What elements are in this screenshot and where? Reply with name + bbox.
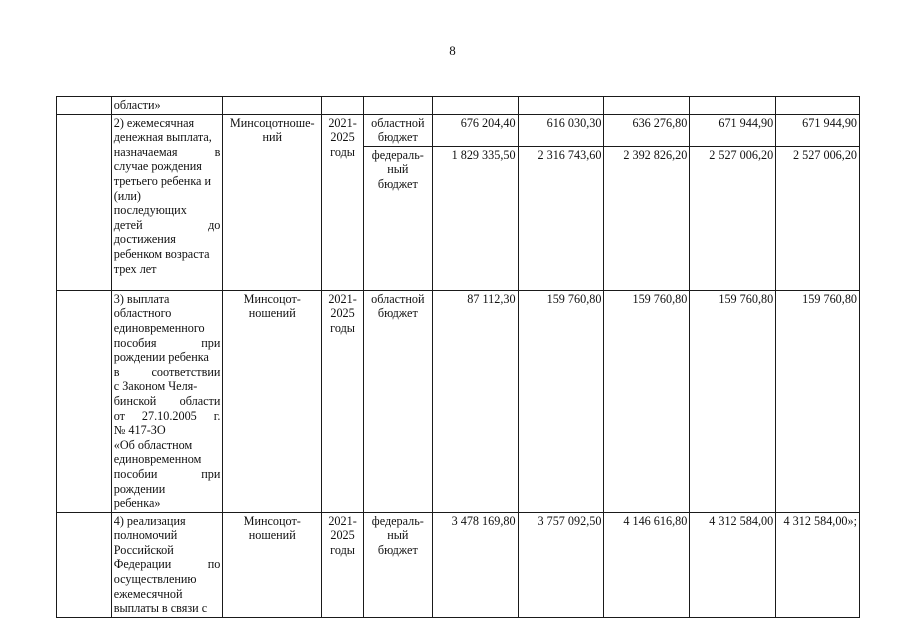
description-line: достижения [113,232,176,247]
description-line: «Об областном [113,437,193,452]
executor-line: ний [262,130,283,145]
funding-source-line: областной [371,115,425,130]
funding-source-line: ный [387,162,409,177]
blank-cell [57,512,112,617]
amount-cell: 2 392 826,20 [604,146,690,290]
amount-cell [604,97,690,115]
years-cell [322,512,364,617]
amount-cell: 4 146 616,80 [604,512,690,617]
years-line: 2021- [328,291,357,306]
years-cell [322,290,364,512]
executor-cell [223,114,322,290]
page-number: 8 [449,43,456,58]
description-line: рождении [113,481,166,496]
years-line: 2021- [328,513,357,528]
amount-cell: 671 944,90 [690,114,776,146]
description-cell [111,512,223,617]
amount-cell: 4 312 584,00»; [776,512,860,617]
executor-line: Минсоцот- [243,291,301,306]
executor-line: Минсоцотноше- [229,115,315,130]
description-line: Федерации по [113,557,221,572]
description-line: областного [113,306,172,321]
years-line: 2025 [330,306,355,321]
description-line: рождении ребенка [113,350,209,365]
description-line: последующих [113,203,187,218]
executor-line: Минсоцот- [243,513,301,528]
blank-cell [57,290,112,512]
description-line: в соответствии [113,364,221,379]
description-line: выплаты в связи с [113,601,208,616]
description-line: денежная выплата, [113,130,212,145]
description-line: от 27.10.2005 г. [113,408,221,423]
amount-cell: 1 829 335,50 [432,146,518,290]
amount-cell: 636 276,80 [604,114,690,146]
description-line: области» [113,98,161,112]
executor-line: ношений [248,306,296,321]
executor-cell [223,290,322,512]
table-row [57,512,860,617]
funding-source-cell [363,290,432,512]
description-cell [111,290,223,512]
amount-cell: 87 112,30 [432,290,518,512]
description-line: с Законом Челя- [113,379,198,394]
funding-source-cell [363,146,432,290]
description-line: ребенком возраста [113,246,210,261]
years-cell [322,97,364,115]
years-line: годы [330,320,355,335]
description-line: детей до [113,217,221,232]
amount-cell: 676 204,40 [432,114,518,146]
funding-source-cell [363,97,432,115]
amount-cell: 616 030,30 [518,114,604,146]
description-cell [111,97,223,115]
amount-cell: 2 316 743,60 [518,146,604,290]
amount-cell [518,97,604,115]
budget-table [56,96,860,618]
funding-source-line: областной [371,291,425,306]
amount-cell: 3 757 092,50 [518,512,604,617]
funding-source-line: ный [387,528,409,543]
executor-line: ношений [248,528,296,543]
description-line: Российской [113,542,174,557]
funding-source-line: федераль- [371,147,424,162]
description-line: (или) [113,188,141,203]
funding-source-cell [363,512,432,617]
amount-cell: 2 527 006,20 [776,146,860,290]
description-line: ежемесячной [113,586,183,601]
funding-source-cell [363,114,432,146]
years-line: 2025 [330,130,355,145]
funding-source-line: бюджет [377,130,418,145]
funding-source-line: федераль- [371,513,424,528]
amount-cell [690,97,776,115]
amount-cell: 3 478 169,80 [432,512,518,617]
amount-cell: 159 760,80 [604,290,690,512]
description-line: 4) реализация [113,513,186,528]
executor-cell [223,512,322,617]
description-line: случае рождения [113,159,202,174]
blank-cell [57,114,112,290]
funding-source-line: бюджет [377,306,418,321]
description-line: трех лет [113,261,157,276]
description-line: третьего ребенка и [113,173,212,188]
amount-cell: 159 760,80 [776,290,860,512]
amount-cell: 671 944,90 [776,114,860,146]
description-line: ребенка» [113,496,161,511]
blank-cell [57,97,112,115]
years-line: годы [330,144,355,159]
description-cell [111,114,223,290]
amount-cell [432,97,518,115]
description-line: единовременном [113,452,202,467]
table-row [57,290,860,512]
amount-cell [776,97,860,115]
description-line: полномочий [113,528,178,543]
description-line: единовременного [113,320,205,335]
years-line: годы [330,542,355,557]
amount-cell: 159 760,80 [518,290,604,512]
executor-cell [223,97,322,115]
description-line: осуществлению [113,572,197,587]
description-line: пособии при [113,466,221,481]
description-line: 3) выплата [113,291,170,306]
amount-cell: 159 760,80 [690,290,776,512]
funding-source-line: бюджет [377,176,418,191]
description-line: бинской области [113,393,221,408]
amount-cell: 2 527 006,20 [690,146,776,290]
description-line: назначаемая в [113,144,221,159]
amount-cell: 4 312 584,00 [690,512,776,617]
description-line: 2) ежемесячная [113,115,195,130]
table-row [57,114,860,146]
description-line: № 417-ЗО [113,423,166,438]
funding-source-line: бюджет [377,542,418,557]
description-line: пособия при [113,335,221,350]
years-line: 2021- [328,115,357,130]
table-row [57,97,860,115]
years-line: 2025 [330,528,355,543]
years-cell [322,114,364,290]
table-body [57,97,860,618]
